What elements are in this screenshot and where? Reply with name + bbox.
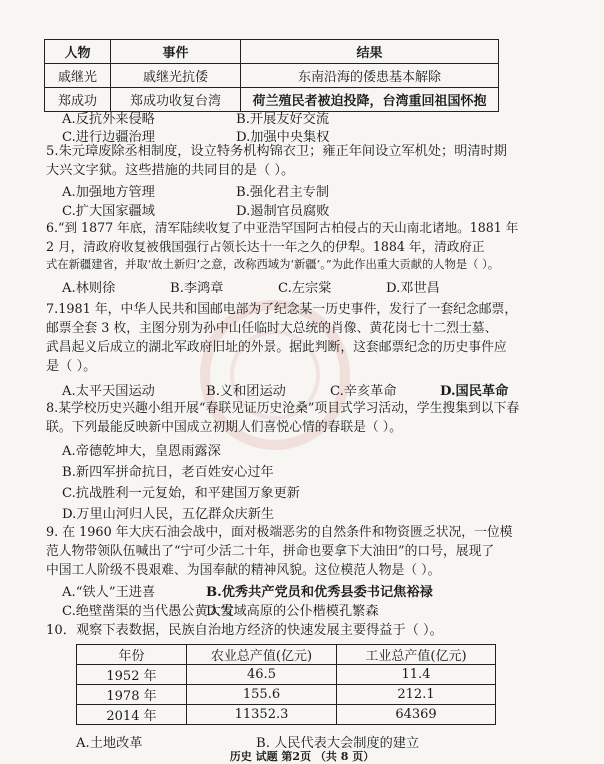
- table-cell: 11.4: [337, 665, 496, 685]
- q9-option-d: D.雪域高原的公仆楷模孔繁森: [206, 604, 379, 619]
- q4-option-d: D.加强中央集权: [236, 130, 330, 145]
- table-row: [77, 665, 496, 685]
- q6-line: 式在新疆建省，并取‘故土新归’之意，改称西域为‘新疆’。”为此作出重大贡献的人物是（ ）。: [46, 258, 500, 271]
- q7-option-b: B.义和团运动: [206, 384, 286, 399]
- table-cell: 郑成功: [45, 88, 111, 112]
- table-header-cell: 工业总产值(亿元): [337, 645, 496, 665]
- q9-line: 中国工人阶级不畏艰难、为国奉献的精神风貌。这位模范人物是（ ）。: [46, 563, 441, 578]
- q5-line: 大兴文字狱。这些措施的共同目的是（ ）。: [46, 163, 295, 178]
- table-row: [77, 685, 496, 705]
- q9-option-b: B.优秀共产党员和优秀县委书记焦裕禄: [206, 585, 433, 600]
- q9-line: 9. 在 1960 年大庆石油会战中，面对极端恶劣的自然条件和物资匮乏状况，一位模: [46, 525, 513, 540]
- q7-option-a: A.太平天国运动: [62, 384, 155, 399]
- q7-line: 7.1981 年，中华人民共和国邮电部为了纪念某一历史事件，发行了一套纪念邮票，: [46, 302, 518, 317]
- table-header-cell: 事件: [111, 40, 241, 64]
- table-cell: 46.5: [187, 665, 337, 685]
- q8-option-a: A.帝德乾坤大，皇恩雨露深: [62, 444, 221, 459]
- table-cell: 155.6: [187, 685, 337, 705]
- q5-option-b: B.强化君主专制: [236, 185, 330, 200]
- q8-option-c: C.抗战胜利一元复始，和平建国万象更新: [62, 486, 300, 501]
- q7-line: 邮票全套 3 枚，主图分别为孙中山任临时大总统的肖像、黄花岗七十二烈士墓、: [46, 321, 498, 336]
- q10-data-table: [76, 644, 496, 725]
- q5-line: 5.朱元璋废除丞相制度，设立特务机构锦衣卫；雍正年间设立军机处；明清时期: [46, 144, 507, 159]
- q7-option-c: C.辛亥革命: [330, 384, 397, 399]
- table-header-row: [45, 40, 499, 64]
- q5-option-d: D.遏制官员腐败: [236, 204, 330, 219]
- q8-option-b: B.新四军拼命抗日，老百姓安心过年: [62, 465, 274, 480]
- q10-option-a: A.土地改革: [76, 736, 143, 751]
- table-row: [77, 705, 496, 725]
- q6-option-b: B.李鸿章: [170, 281, 224, 296]
- q5-option-a: A.加强地方管理: [62, 185, 155, 200]
- q9-option-c: C.绝壁凿渠的当代愚公黄大发: [62, 604, 235, 619]
- figures-table: [44, 39, 499, 112]
- table-cell: 212.1: [337, 685, 496, 705]
- table-cell: 2014 年: [77, 705, 187, 725]
- q9-option-a: A.“铁人”王进喜: [62, 585, 156, 600]
- q4-option-b: B.开展友好交流: [236, 112, 330, 127]
- q10-line: 10．观察下表数据，民族自治地方经济的快速发展主要得益于（ ）。: [46, 623, 443, 638]
- q8-line: 8.某学校历史兴趣小组开展“春联见证历史沧桑”项目式学习活动，学生搜集到以下春: [46, 401, 520, 416]
- table-cell: 1978 年: [77, 685, 187, 705]
- table-cell: 戚继光: [45, 64, 111, 88]
- q4-option-c: C.进行边疆治理: [62, 130, 155, 145]
- q9-line: 范人物带领队伍喊出了“宁可少活二十年，拼命也要拿下大油田”的口号，展现了: [46, 544, 495, 559]
- q6-option-c: C.左宗棠: [278, 281, 332, 296]
- q7-option-d: D.国民革命: [440, 384, 509, 399]
- q10-option-b: B. 人民代表大会制度的建立: [256, 736, 420, 751]
- q6-line: 6.“到 1877 年底，清军陆续收复了中亚浩罕国阿古柏侵占的天山南北诸地。1881 年: [46, 220, 519, 235]
- page-footer: 历史 试题 第2页 （共 8 页）: [229, 750, 375, 763]
- table-header-cell: 年份: [77, 645, 187, 665]
- table-header-cell: 人物: [45, 40, 111, 64]
- table-header-row: [77, 645, 496, 665]
- table-cell: 荷兰殖民者被迫投降，台湾重回祖国怀抱: [241, 88, 499, 112]
- q6-option-d: D.邓世昌: [386, 281, 440, 296]
- q8-line: 联。下列最能反映新中国成立初期人们喜悦心情的春联是（ ）。: [46, 420, 402, 435]
- table-cell: 戚继光抗倭: [111, 64, 241, 88]
- q4-option-a: A.反抗外来侵略: [62, 112, 155, 127]
- q6-line: 2 月，清政府收复被俄国强行占领长达十一年之久的伊犁。1884 年，清政府正: [46, 239, 485, 254]
- q7-line: 武昌起义后成立的湖北军政府旧址的外景。据此判断，这套邮票纪念的历史事件应: [46, 340, 507, 355]
- table-cell: 郑成功收复台湾: [111, 88, 241, 112]
- q6-option-a: A.林则徐: [62, 281, 116, 296]
- table-cell: 1952 年: [77, 665, 187, 685]
- table-header-cell: 农业总产值(亿元): [187, 645, 337, 665]
- q5-option-c: C.扩大国家疆域: [62, 204, 155, 219]
- table-cell: 11352.3: [187, 705, 337, 725]
- table-cell: 东南沿海的倭患基本解除: [241, 64, 499, 88]
- table-header-cell: 结果: [241, 40, 499, 64]
- table-cell: 64369: [337, 705, 496, 725]
- q8-option-d: D.万里山河归人民，五亿群众庆新生: [62, 507, 275, 522]
- table-row: [45, 64, 499, 88]
- q7-line: 是（ ）。: [46, 359, 97, 374]
